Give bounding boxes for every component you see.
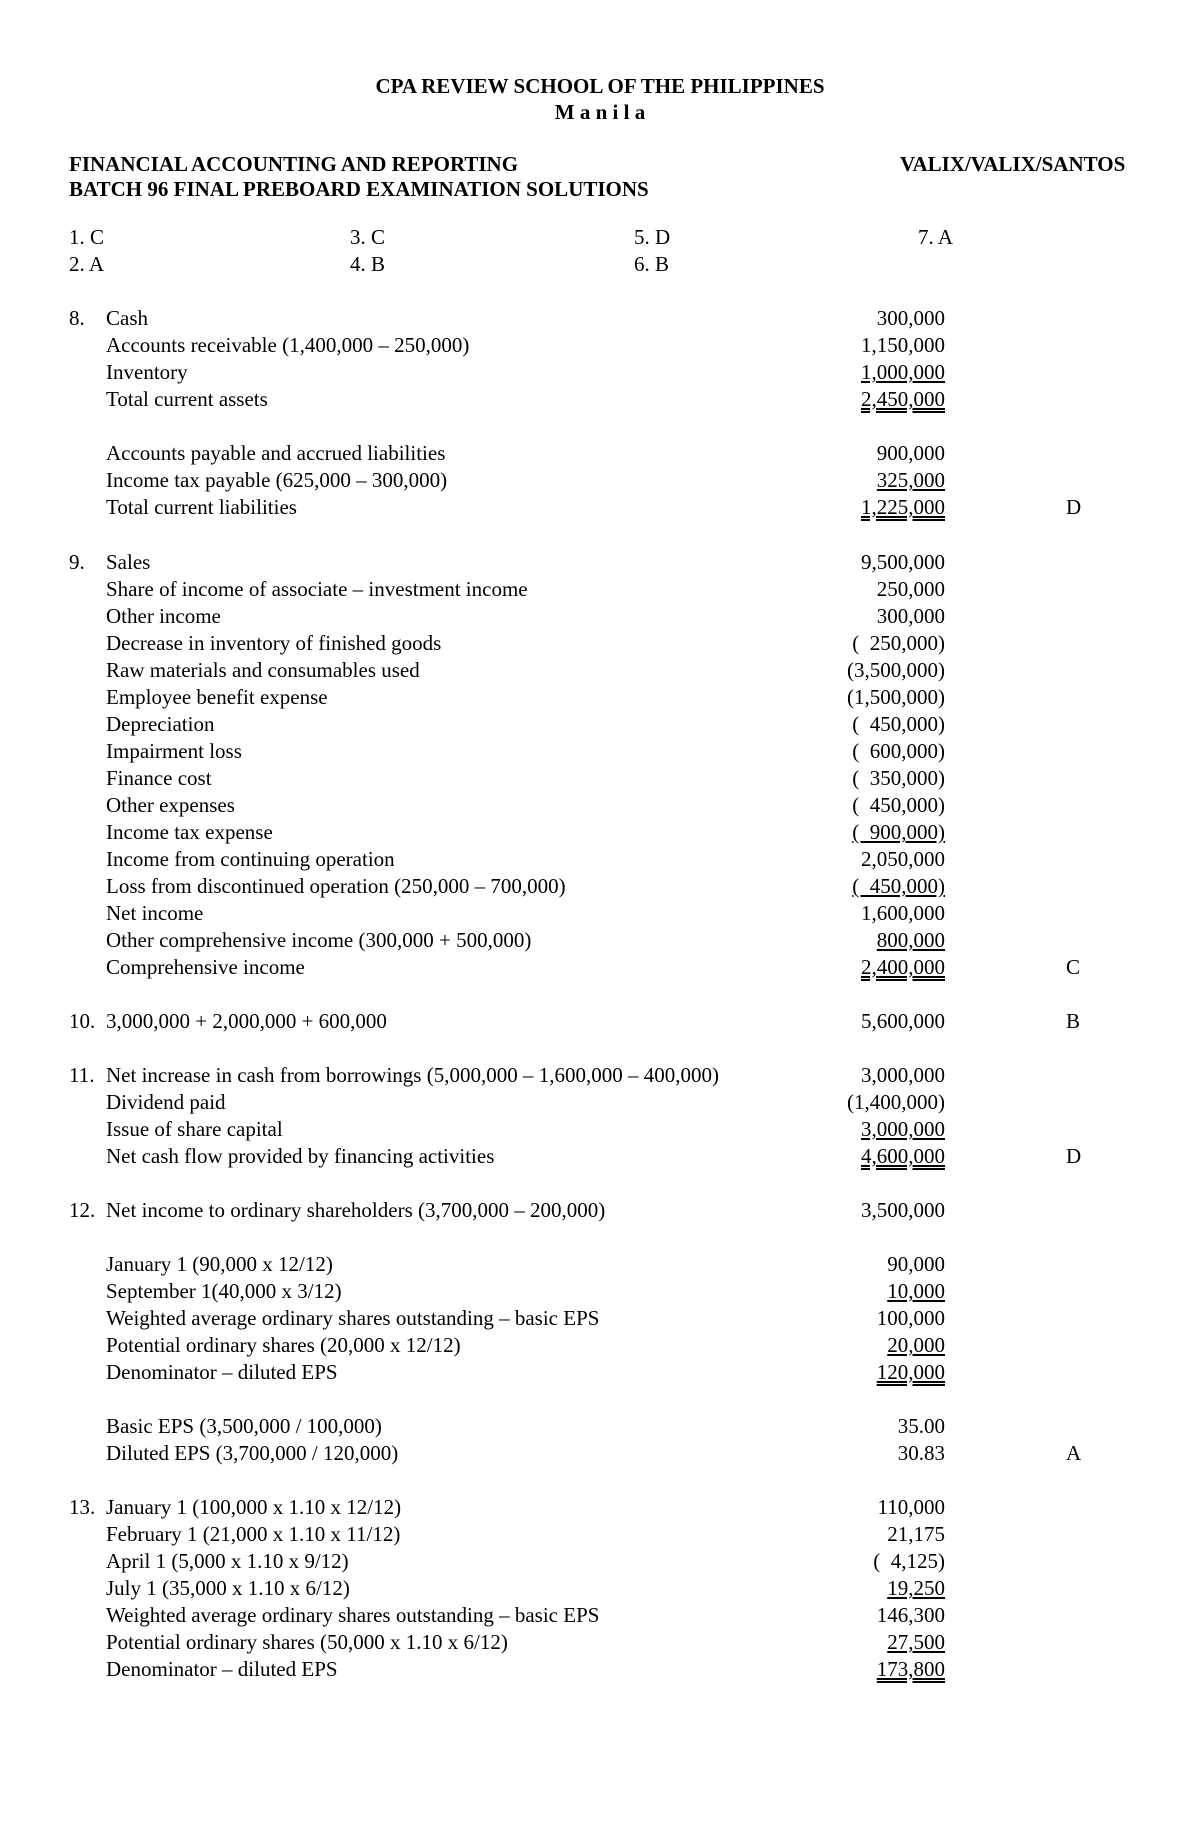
line-amount: 173,800 <box>876 1657 945 1681</box>
line-label: Weighted average ordinary shares outstanding – basic EPS <box>106 1306 600 1330</box>
line-amount: 21,175 <box>887 1522 945 1546</box>
solution-line <box>0 684 1200 711</box>
subject-heading: FINANCIAL ACCOUNTING AND REPORTING <box>69 152 519 176</box>
solution-line <box>0 846 1200 873</box>
solution-line <box>0 819 1200 846</box>
line-label: Total current liabilities <box>106 495 297 519</box>
school-title: CPA REVIEW SCHOOL OF THE PHILIPPINES <box>375 74 825 98</box>
batch-heading: BATCH 96 FINAL PREBOARD EXAMINATION SOLUTIONS <box>69 177 649 201</box>
solution-line <box>0 927 1200 954</box>
line-amount: ( 600,000) <box>852 739 945 763</box>
line-label: Potential ordinary shares (20,000 x 12/12) <box>106 1333 461 1357</box>
line-label: Net increase in cash from borrowings (5,000,000 – 1,600,000 – 400,000) <box>106 1063 719 1087</box>
line-amount: 2,050,000 <box>861 847 945 871</box>
line-label: Net cash flow provided by financing activities <box>106 1144 495 1168</box>
line-amount: 27,500 <box>887 1630 945 1654</box>
line-label: Accounts receivable (1,400,000 – 250,000) <box>106 333 470 357</box>
answer-letter: D <box>1066 495 1082 519</box>
line-label: Net income <box>106 901 204 925</box>
line-label: Basic EPS (3,500,000 / 100,000) <box>106 1414 382 1438</box>
line-label: Potential ordinary shares (50,000 x 1.10 x 6/12) <box>106 1630 508 1654</box>
line-label: Other expenses <box>106 793 235 817</box>
line-label: Diluted EPS (3,700,000 / 120,000) <box>106 1441 399 1465</box>
solution-line <box>0 467 1200 494</box>
solution-line <box>0 305 1200 332</box>
line-amount: ( 900,000) <box>852 820 945 844</box>
line-label: Impairment loss <box>106 739 242 763</box>
line-label: Denominator – diluted EPS <box>106 1657 338 1681</box>
mc-answer-5: 5. D <box>634 225 671 249</box>
line-label: 3,000,000 + 2,000,000 + 600,000 <box>106 1009 387 1033</box>
solution-line <box>0 1548 1200 1575</box>
item-number: 10. <box>69 1009 96 1033</box>
line-amount: 1,225,000 <box>861 495 945 519</box>
solution-line <box>0 873 1200 900</box>
solution-line <box>0 1278 1200 1305</box>
line-amount: 30.83 <box>897 1441 945 1465</box>
line-label: Depreciation <box>106 712 215 736</box>
line-amount: 146,300 <box>876 1603 945 1627</box>
line-amount: 1,150,000 <box>861 333 945 357</box>
line-label: Decrease in inventory of finished goods <box>106 631 442 655</box>
line-label: April 1 (5,000 x 1.10 x 9/12) <box>106 1549 349 1573</box>
solution-line <box>0 954 1200 981</box>
solution-line <box>0 1197 1200 1224</box>
line-amount: 10,000 <box>887 1279 945 1303</box>
solution-line <box>0 549 1200 576</box>
line-amount: 4,600,000 <box>861 1144 945 1168</box>
item-number: 9. <box>69 550 85 574</box>
line-amount: ( 450,000) <box>852 712 945 736</box>
line-label: January 1 (90,000 x 12/12) <box>106 1252 333 1276</box>
solution-line <box>0 738 1200 765</box>
solution-line <box>0 1629 1200 1656</box>
item-number: 11. <box>69 1063 95 1087</box>
solution-line <box>0 711 1200 738</box>
authors: VALIX/VALIX/SANTOS <box>900 152 1126 176</box>
line-amount: 90,000 <box>887 1252 945 1276</box>
line-label: Total current assets <box>106 387 268 411</box>
line-label: Comprehensive income <box>106 955 305 979</box>
line-amount: 800,000 <box>876 928 945 952</box>
mc-answer-2: 2. A <box>69 252 105 276</box>
solution-line <box>0 1575 1200 1602</box>
line-amount: 2,400,000 <box>861 955 945 979</box>
line-amount: 20,000 <box>887 1333 945 1357</box>
solution-line <box>0 1656 1200 1683</box>
line-label: Other comprehensive income (300,000 + 500,000) <box>106 928 532 952</box>
line-label: September 1(40,000 x 3/12) <box>106 1279 342 1303</box>
line-label: Issue of share capital <box>106 1117 283 1141</box>
line-amount: ( 4,125) <box>873 1549 945 1573</box>
solution-line <box>0 359 1200 386</box>
line-label: Raw materials and consumables used <box>106 658 420 682</box>
city: M a n i l a <box>554 100 646 124</box>
line-amount: 9,500,000 <box>861 550 945 574</box>
line-amount: 250,000 <box>876 577 945 601</box>
line-label: Dividend paid <box>106 1090 226 1114</box>
line-amount: 1,000,000 <box>861 360 945 384</box>
mc-answer-4: 4. B <box>350 252 386 276</box>
solution-line <box>0 1494 1200 1521</box>
line-label: February 1 (21,000 x 1.10 x 11/12) <box>106 1522 401 1546</box>
line-label: Net income to ordinary shareholders (3,700,000 – 200,000) <box>106 1198 606 1222</box>
solution-line <box>0 630 1200 657</box>
solution-line <box>0 1521 1200 1548</box>
solution-line <box>0 1089 1200 1116</box>
solution-line <box>0 1116 1200 1143</box>
line-amount: 325,000 <box>876 468 945 492</box>
line-label: Employee benefit expense <box>106 685 328 709</box>
solution-line <box>0 657 1200 684</box>
solution-line <box>0 1602 1200 1629</box>
line-amount: 900,000 <box>876 441 945 465</box>
solution-line <box>0 576 1200 603</box>
line-amount: 120,000 <box>876 1360 945 1384</box>
solution-line <box>0 1413 1200 1440</box>
solution-line <box>0 1440 1200 1467</box>
line-amount: ( 450,000) <box>852 793 945 817</box>
solution-line <box>0 1305 1200 1332</box>
solution-line <box>0 1332 1200 1359</box>
line-label: Income from continuing operation <box>106 847 395 871</box>
solution-line <box>0 900 1200 927</box>
line-label: Finance cost <box>106 766 212 790</box>
line-amount: 3,500,000 <box>861 1198 945 1222</box>
answer-letter: C <box>1066 955 1081 979</box>
line-amount: 3,000,000 <box>861 1117 945 1141</box>
line-amount: 19,250 <box>887 1576 945 1600</box>
solution-line <box>0 440 1200 467</box>
answer-letter: A <box>1066 1441 1082 1465</box>
answer-letter: D <box>1066 1144 1082 1168</box>
line-label: January 1 (100,000 x 1.10 x 12/12) <box>106 1495 402 1519</box>
mc-answer-1: 1. C <box>69 225 105 249</box>
line-amount: 300,000 <box>876 604 945 628</box>
line-label: Income tax expense <box>106 820 273 844</box>
solution-line <box>0 1251 1200 1278</box>
item-number: 12. <box>69 1198 96 1222</box>
line-label: Loss from discontinued operation (250,000 – 700,000) <box>106 874 566 898</box>
line-amount: ( 250,000) <box>852 631 945 655</box>
mc-answer-3: 3. C <box>350 225 386 249</box>
answer-letter: B <box>1066 1009 1081 1033</box>
line-label: Accounts payable and accrued liabilities <box>106 441 446 465</box>
solution-line <box>0 1143 1200 1170</box>
solution-line <box>0 1062 1200 1089</box>
line-amount: (3,500,000) <box>847 658 945 682</box>
solution-line <box>0 386 1200 413</box>
line-label: Cash <box>106 306 148 330</box>
line-amount: 300,000 <box>876 306 945 330</box>
line-label: Share of income of associate – investment income <box>106 577 528 601</box>
line-amount: 3,000,000 <box>861 1063 945 1087</box>
line-amount: 1,600,000 <box>861 901 945 925</box>
line-label: Other income <box>106 604 221 628</box>
mc-answer-7: 7. A <box>918 225 954 249</box>
line-amount: ( 450,000) <box>852 874 945 898</box>
solution-line <box>0 332 1200 359</box>
line-label: Weighted average ordinary shares outstanding – basic EPS <box>106 1603 600 1627</box>
line-label: Income tax payable (625,000 – 300,000) <box>106 468 448 492</box>
line-label: July 1 (35,000 x 1.10 x 6/12) <box>106 1576 350 1600</box>
solution-line <box>0 792 1200 819</box>
solution-line <box>0 1359 1200 1386</box>
line-amount: 5,600,000 <box>861 1009 945 1033</box>
solution-line <box>0 494 1200 521</box>
line-label: Sales <box>106 550 151 574</box>
mc-answer-6: 6. B <box>634 252 670 276</box>
solution-line <box>0 603 1200 630</box>
solution-line <box>0 1008 1200 1035</box>
solution-line <box>0 765 1200 792</box>
line-label: Inventory <box>106 360 188 384</box>
line-amount: (1,400,000) <box>847 1090 945 1114</box>
line-amount: 110,000 <box>877 1495 945 1519</box>
line-label: Denominator – diluted EPS <box>106 1360 338 1384</box>
line-amount: ( 350,000) <box>852 766 945 790</box>
item-number: 8. <box>69 306 85 330</box>
line-amount: 35.00 <box>897 1414 945 1438</box>
line-amount: 100,000 <box>876 1306 945 1330</box>
item-number: 13. <box>69 1495 96 1519</box>
line-amount: (1,500,000) <box>847 685 945 709</box>
line-amount: 2,450,000 <box>861 387 945 411</box>
